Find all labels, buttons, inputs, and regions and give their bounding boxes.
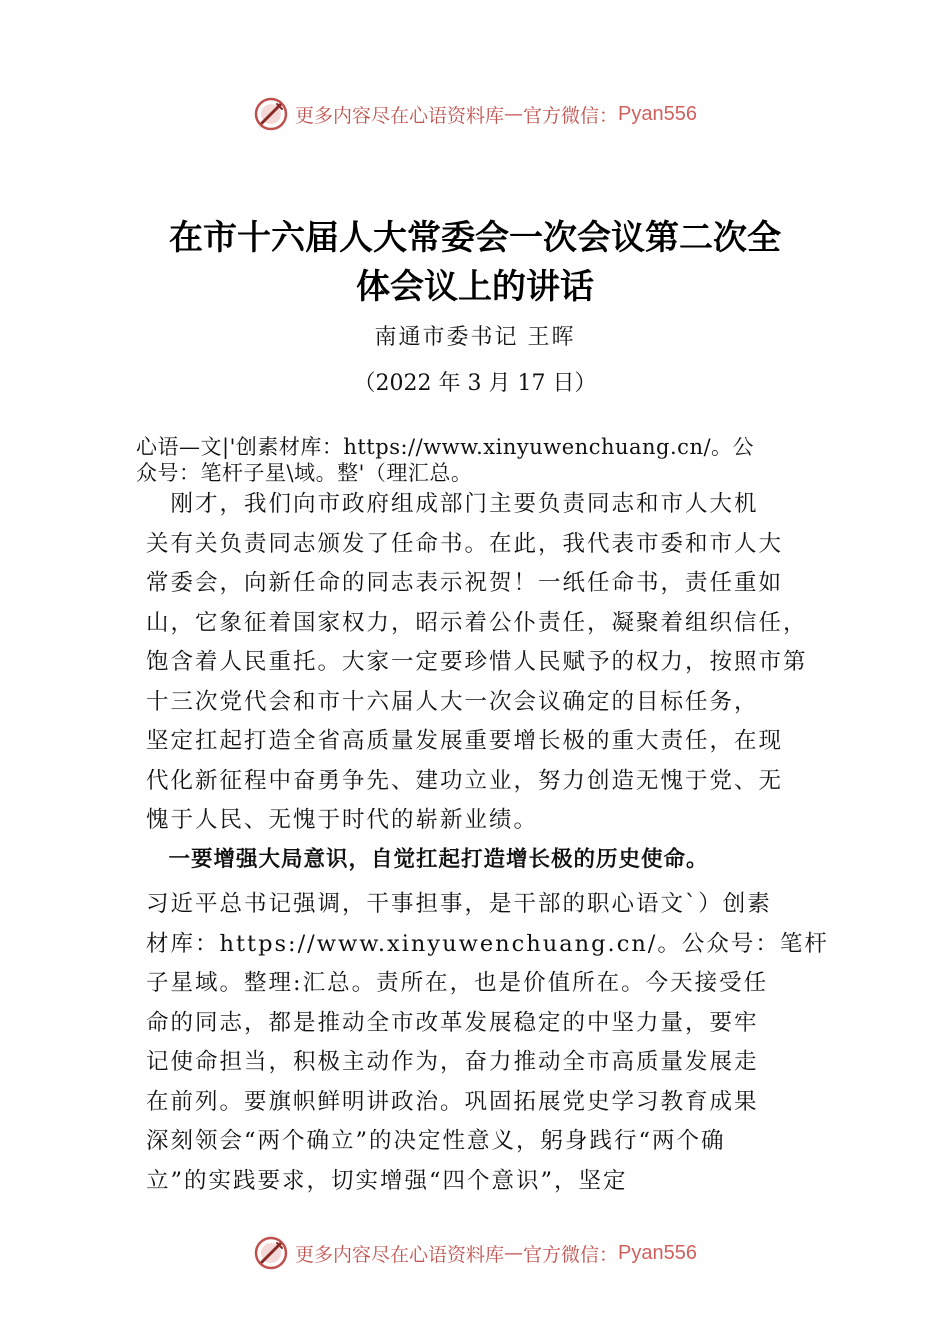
body-line: 深刻领会“两个确立”的决定性意义，躬身践行“两个确 xyxy=(146,1128,726,1154)
banner-wechat-label: 官方微信： xyxy=(523,1243,619,1266)
byline: 南通市委书记 王晖 xyxy=(374,325,576,350)
body-line: 材库：https://www.xinyuwenchuang.cn/。公众号：笔杆 xyxy=(146,931,829,957)
banner-wechat-label: 官方微信： xyxy=(523,104,619,127)
banner-wechat-id: Pyan556 xyxy=(618,1241,697,1264)
banner-text: 更多内容尽在心语资料库 xyxy=(295,1243,505,1266)
body-line: 常委会，向新任命的同志表示祝贺！一纸任命书，责任重如 xyxy=(146,570,784,596)
body-line: 命的同志，都是推动全市改革发展稳定的中坚力量，要牢 xyxy=(146,1010,759,1036)
pen-logo-icon xyxy=(253,96,289,132)
body-line: 立”的实践要求，切实增强“四个意识”，坚定 xyxy=(146,1168,628,1194)
body-line: 十三次党代会和市十六届人大一次会议确定的目标任务， xyxy=(146,689,759,715)
document-title-line2: 体会议上的讲话 xyxy=(356,267,594,307)
body-line: 山，它象征着国家权力，昭示着公仆责任，凝聚着组织信任， xyxy=(146,610,808,636)
body-line: 饱含着人民重托。大家一定要珍惜人民赋予的权力，按照市第 xyxy=(146,649,808,675)
pen-logo-icon xyxy=(253,1235,289,1271)
body-line: 记使命担当，积极主动作为，奋力推动全市高质量发展走 xyxy=(146,1049,759,1075)
document-title-line1: 在市十六届人大常委会一次会议第二次全 xyxy=(169,218,781,258)
body-line: 在前列。要旗帜鲜明讲政治。巩固拓展党史学习教育成果 xyxy=(146,1089,759,1115)
header-banner xyxy=(0,92,950,136)
source-note-line1: 心语—文|'创素材库：https://www.xinyuwenchuang.cn/。公 xyxy=(136,435,755,459)
body-line: 愧于人民、无愧于时代的崭新业绩。 xyxy=(146,807,539,833)
footer-banner xyxy=(0,1231,950,1275)
banner-separator: — xyxy=(504,1242,524,1264)
body-line: 子星域。整理:汇总。责所在，也是价值所在。今天接受任 xyxy=(146,970,769,996)
body-line: 坚定扛起打造全省高质量发展重要增长极的重大责任，在现 xyxy=(146,728,784,754)
banner-wechat-id: Pyan556 xyxy=(618,102,697,125)
body-line: 关有关负责同志颁发了任命书。在此，我代表市委和市人大 xyxy=(146,531,784,557)
section-heading: 一要增强大局意识，自觉扛起打造增长极的历史使命。 xyxy=(146,847,709,872)
banner-separator: — xyxy=(504,103,524,125)
body-line: 刚才，我们向市政府组成部门主要负责同志和市人大机 xyxy=(146,491,759,517)
body-line: 代化新征程中奋勇争先、建功立业，努力创造无愧于党、无 xyxy=(146,768,784,794)
banner-text: 更多内容尽在心语资料库 xyxy=(295,104,505,127)
source-note-line2: 众号：笔杆子星\域。整'（理汇总。 xyxy=(136,461,473,485)
body-line: 习近平总书记强调，干事担事，是干部的职心语文`）创素 xyxy=(146,891,772,917)
speech-date: （2022 年 3 月 17 日） xyxy=(353,371,597,396)
